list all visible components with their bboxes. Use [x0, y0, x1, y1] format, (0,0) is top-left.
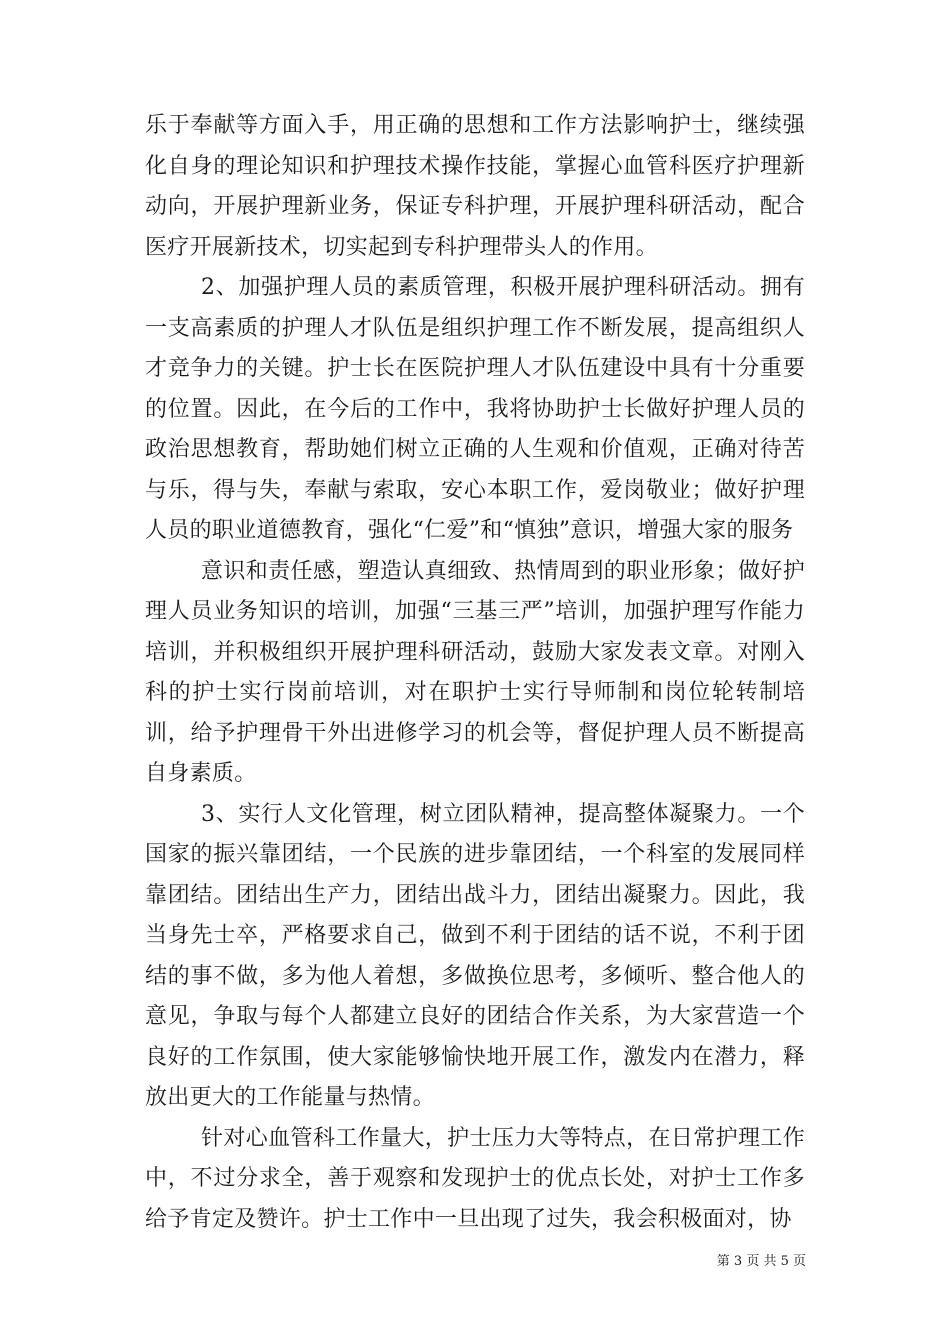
- paragraph-2: 2、加强护理人员的素质管理，积极开展护理科研活动。拥有一支高素质的护理人才队伍是组织护理工作不断发展，提高组织人才竞争力的关键。护士长在医院护理人才队伍建设中具有十分重要的位置。因此，在今后的工作中，我将协助护士长做好护理人员的政治思想教育，帮助她们树立正确的人生观和价值观，正确对待苦与乐，得与失，奉献与索取，安心本职工作，爱岗敬业；做好护理人员的职业道德教育，强化“仁爱”和“慎独”意识，增强大家的服务: [145, 275, 805, 543]
- paragraph-3: 意识和责任感，塑造认真细致、热情周到的职业形象；做好护理人员业务知识的培训，加强“三基三严”培训，加强护理写作能力培训，并积极组织开展护理科研活动，鼓励大家发表文章。对刚入科的护士实行岗前培训，对在职护士实行导师制和岗位轮转制培训，给予护理骨干外出进修学习的机会等，督促护理人员不断提高自身素质。: [145, 558, 805, 786]
- paragraph-1: 乐于奉献等方面入手，用正确的思想和工作方法影响护士，继续强化自身的理论知识和护理技术操作技能，掌握心血管科医疗护理新动向，开展护理新业务，保证专科护理，开展护理科研活动，配合医疗开展新技术，切实起到专科护理带头人的作用。: [145, 113, 805, 260]
- paragraph-4: 3、实行人文化管理，树立团队精神，提高整体凝聚力。一个国家的振兴靠团结，一个民族的进步靠团结，一个科室的发展同样靠团结。团结出生产力，团结出战斗力，团结出凝聚力。因此，我当身先士卒，严格要求自己，做到不利于团结的话不说，不利于团结的事不做，多为他人着想，多做换位思考，多倾听、整合他人的意见，争取与每个人都建立良好的团结合作关系，为大家营造一个良好的工作氛围，使大家能够愉快地开展工作，激发内在潜力，释放出更大的工作能量与热情。: [145, 801, 805, 1110]
- page-number-footer: 第 3 页 共 5 页: [716, 1254, 806, 1269]
- paragraph-5: 针对心血管科工作量大，护士压力大等特点，在日常护理工作中，不过分求全，善于观察和发现护士的优点长处，对护士工作多给予肯定及赞许。护士工作中一旦出现了过失，我会积极面对，协: [145, 1125, 805, 1232]
- document-body: [145, 106, 805, 1240]
